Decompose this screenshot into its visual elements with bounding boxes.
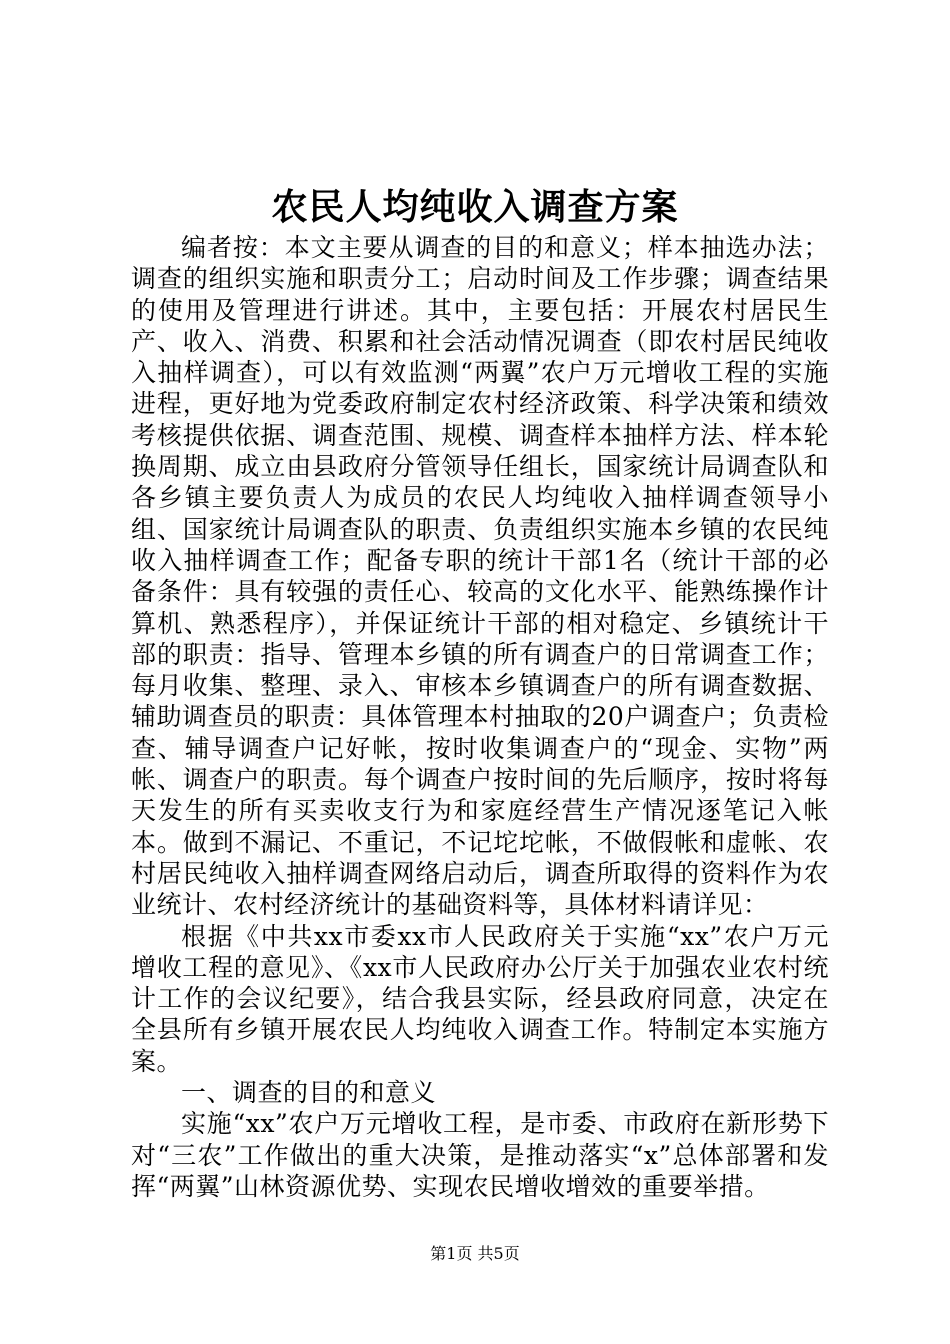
editor-note-paragraph: 编者按：本文主要从调查的目的和意义；样本抽选办法；调查的组织实施和职责分工；启动时间及工作步骤；调查结果的使用及管理进行讲述。其中，主要包括：开展农村居民生产、收入、消费、积累和社会活动情况调查（即农村居民纯收入抽样调查），可以有效监测“两翼”农户万元增收工程的实施进程，更好地为党委政府制定农村经济政策、科学决策和绩效考核提供依据、调查范围、规模、调查样本抽样方法、样本轮换周期、成立由县政府分管领导任组长，国家统计局调查队和各乡镇主要负责人为成员的农民人均纯收入抽样调查领导小组、国家统计局调查队的职责、负责组织实施本乡镇的农民纯收入抽样调查工作；配备专职的统计干部1名（统计干部的必备条件：具有较强的责任心、较高的文化水平、能熟练操作计算机、熟悉程序），并保证统计干部的相对稳定、乡镇统计干部的职责：指导、管理本乡镇的所有调查户的日常调查工作；每月收集、整理、录入、审核本乡镇调查户的所有调查数据、辅助调查员的职责：具体管理本村抽取的20户调查户；负责检查、辅导调查户记好帐，按时收集调查户的“现金、实物”两帐、调查户的职责。每个调查户按时间的先后顺序，按时将每天发生的所有买卖收支行为和家庭经营生产情况逐笔记入帐本。做到不漏记、不重记，不记坨坨帐，不做假帐和虚帐、农村居民纯收入抽样调查网络启动后，调查所取得的资料作为农业统计、农村经济统计的基础资料等，具体材料请详见：	[131, 233, 829, 920]
page-number: 第1页 共5页	[430, 1244, 520, 1263]
document-title: 农民人均纯收入调查方案	[271, 186, 679, 228]
basis-paragraph: 根据《中共xx市委xx市人民政府关于实施“xx”农户万元增收工程的意见》、《xx市人民政府办公厅关于加强农业农村统计工作的会议纪要》，结合我县实际，经县政府同意，决定在全县所有乡镇开展农民人均纯收入调查工作。特制定本实施方案。	[131, 921, 829, 1076]
section-paragraph: 实施“xx”农户万元增收工程，是市委、市政府在新形势下对“三农”工作做出的重大决策，是推动落实“x”总体部署和发挥“两翼”山林资源优势、实现农民增收增效的重要举措。	[131, 1109, 829, 1201]
section-heading: 一、调查的目的和意义	[181, 1078, 437, 1108]
document-body	[131, 232, 829, 1202]
